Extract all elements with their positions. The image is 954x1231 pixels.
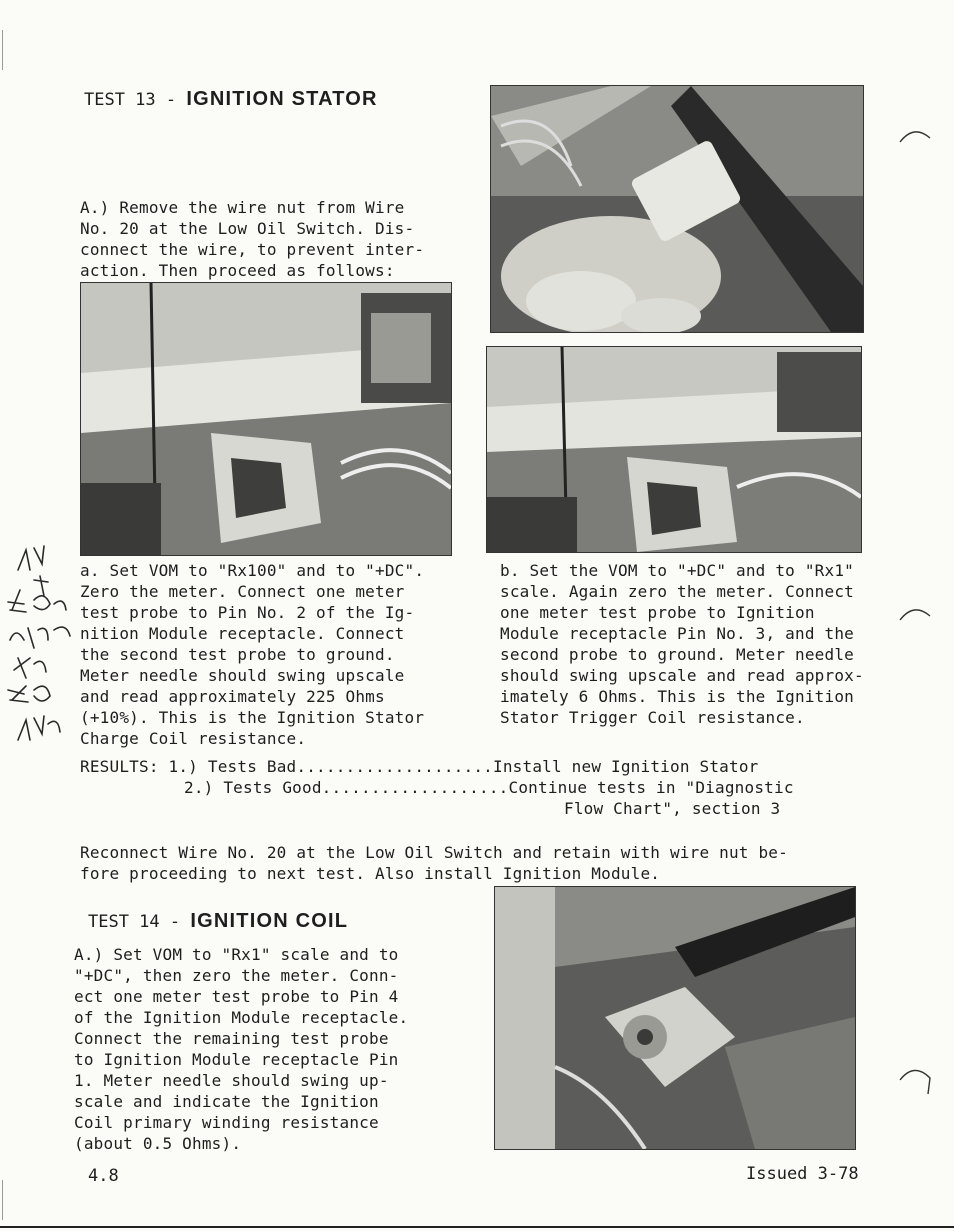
punch-hole-icon: [896, 122, 936, 152]
binder-mark: [2, 30, 3, 70]
step-a-line: test probe to Pin No. 2 of the Ig-: [80, 603, 415, 622]
test14-line: A.) Set VOM to "Rx1" scale and to: [74, 945, 399, 964]
page-number: 4.8: [88, 1166, 119, 1186]
test14-line: 1. Meter needle should swing up-: [74, 1071, 389, 1090]
result-num: 2.): [184, 778, 214, 797]
test13-prefix: TEST 13 -: [84, 90, 187, 110]
photo-wire-nut-removal: [490, 85, 864, 333]
test14-line: ect one meter test probe to Pin 4: [74, 987, 399, 1006]
step-a-line: Zero the meter. Connect one meter: [80, 582, 405, 601]
test14-prefix: TEST 14 -: [88, 912, 191, 932]
result-continuation: Flow Chart", section 3: [564, 799, 781, 818]
result-test: Tests Good: [223, 778, 322, 797]
test14-body: [74, 944, 408, 1154]
test14-line: of the Ignition Module receptacle.: [74, 1008, 409, 1027]
results-label: RESULTS:: [80, 757, 159, 776]
reconnect-paragraph: [80, 842, 788, 884]
intro-line: No. 20 at the Low Oil Switch. Dis-: [80, 219, 415, 238]
test13-heading: [84, 88, 378, 111]
step-b-line: b. Set the VOM to "+DC" and to "Rx1": [500, 561, 854, 580]
step-a-line: Charge Coil resistance.: [80, 729, 307, 748]
photo-ignition-coil-test: [494, 886, 856, 1150]
result-action: Install new Ignition Stator: [493, 757, 759, 776]
test14-line: "+DC", then zero the meter. Conn-: [74, 966, 399, 985]
result-num: 1.): [168, 757, 199, 776]
test13-step-a: [80, 560, 424, 749]
binder-mark: [2, 1180, 3, 1220]
issued-date: Issued 3-78: [746, 1164, 859, 1184]
intro-line: connect the wire, to prevent inter-: [80, 240, 425, 259]
test14-line: Coil primary winding resistance: [74, 1113, 379, 1132]
photo-charge-coil-test: [80, 282, 452, 556]
result-action: Continue tests in "Diagnostic: [508, 778, 794, 797]
step-b-line: second probe to ground. Meter needle: [500, 645, 854, 664]
test14-heading: [88, 910, 348, 933]
step-b-line: Stator Trigger Coil resistance.: [500, 708, 805, 727]
intro-line: action. Then proceed as follows:: [80, 261, 395, 280]
reconnect-line: Reconnect Wire No. 20 at the Low Oil Switch and retain with wire nut be-: [80, 843, 788, 862]
step-b-line: scale. Again zero the meter. Connect: [500, 582, 854, 601]
test13-intro: [80, 197, 424, 281]
step-a-line: a. Set VOM to "Rx100" and to "+DC".: [80, 561, 425, 580]
test14-line: Connect the remaining test probe: [74, 1029, 389, 1048]
reconnect-line: fore proceeding to next test. Also install Ignition Module.: [80, 864, 661, 883]
intro-line: A.) Remove the wire nut from Wire: [80, 198, 405, 217]
test13-step-b: [500, 560, 864, 728]
step-a-line: Meter needle should swing upscale: [80, 666, 405, 685]
result-test: Tests Bad: [207, 757, 297, 776]
punch-hole-icon: [896, 600, 936, 630]
punch-hole-icon: [896, 1064, 936, 1104]
step-b-line: should swing upscale and read approx-: [500, 666, 864, 685]
handwritten-annotation-icon: [4, 540, 84, 760]
test14-line: scale and indicate the Ignition: [74, 1092, 379, 1111]
step-a-line: the second test probe to ground.: [80, 645, 395, 664]
test13-title: IGNITION STATOR: [186, 88, 378, 110]
result-dots: ....................: [296, 757, 494, 776]
test14-line: (about 0.5 Ohms).: [74, 1134, 242, 1153]
result-row: [184, 777, 794, 798]
step-b-line: one meter test probe to Ignition: [500, 603, 815, 622]
step-a-line: and read approximately 225 Ohms: [80, 687, 385, 706]
test14-title: IGNITION COIL: [190, 910, 349, 932]
result-row: [80, 756, 759, 777]
step-b-line: Module receptacle Pin No. 3, and the: [500, 624, 854, 643]
test14-line: to Ignition Module receptacle Pin: [74, 1050, 399, 1069]
step-a-line: (+10%). This is the Ignition Stator: [80, 708, 425, 727]
result-dots: ...................: [321, 778, 509, 797]
step-b-line: imately 6 Ohms. This is the Ignition: [500, 687, 854, 706]
photo-trigger-coil-test: [486, 346, 862, 553]
step-a-line: nition Module receptacle. Connect: [80, 624, 405, 643]
bottom-rule: [0, 1226, 954, 1228]
